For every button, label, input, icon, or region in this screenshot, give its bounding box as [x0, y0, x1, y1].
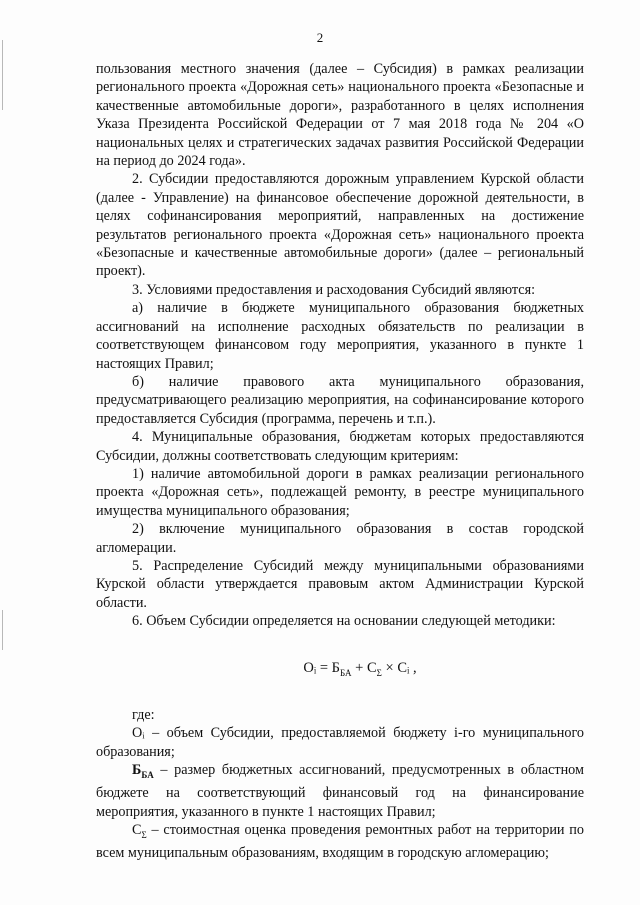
- paragraph-4-1: 1) наличие автомобильной дороги в рамках реализации регионального проекта «Дорожная сеть», подлежащей ремонту, в реестре муниципального имущества муниципального образования;: [96, 465, 584, 519]
- paragraph-5: 5. Распределение Субсидий между муниципальными образованиями Курской области утверждается правовым актом Администрации Курской области.: [96, 557, 584, 611]
- formula-subscript: БА: [339, 667, 352, 678]
- definition-symbol: Oᵢ: [132, 725, 145, 742]
- paragraph-4-2: 2) включение муниципального образования в состав городской агломерации.: [96, 521, 584, 556]
- definition-oi: [96, 724, 584, 761]
- formula-part: + C: [351, 659, 377, 676]
- subsidy-formula: [96, 659, 584, 682]
- document-body: [96, 60, 584, 863]
- definition-text: – стоимостная оценка проведения ремонтных работ на территории по всем муниципальным образованиям, входящим в городскую агломерацию;: [96, 822, 584, 862]
- formula-part: Oᵢ = Б: [303, 659, 340, 676]
- definition-subscript: БА: [141, 769, 154, 780]
- scan-edge-line: [2, 610, 3, 650]
- paragraph-3b: б) наличие правового акта муниципального образования, предусматривающего реализацию мероприятия, на софинансирование которого предоставляется Субсидия (программа, перечень и т.п.).: [96, 373, 584, 427]
- formula-part: × Cᵢ ,: [381, 659, 417, 676]
- paragraph-3a: а) наличие в бюджете муниципального образования бюджетных ассигнований на исполнение расходных обязательств по реализации в соответствующем финансовом году мероприятия, указанного в пункте 1 настоящих Правил;: [96, 300, 584, 372]
- paragraph: пользования местного значения (далее – Субсидия) в рамках реализации регионального проекта «Дорожная сеть» национального проекта «Безопасные и качественные автомобильные дороги», разработанного в целях исполнения Указа Президента Российской Федерации от 7 мая 2018 года № 204 «О национальных целях и стратегических задачах развития Российской Федерации на период до 2024 года».: [96, 61, 584, 170]
- page-number: 2: [316, 30, 324, 45]
- paragraph-3: 3. Условиями предоставления и расходования Субсидий являются:: [132, 281, 536, 298]
- paragraph-6: 6. Объем Субсидии определяется на основании следующей методики:: [132, 613, 556, 630]
- definition-text: – объем Субсидии, предоставляемой бюджету i-го муниципального образования;: [96, 725, 584, 760]
- definition-csum: [96, 821, 584, 863]
- scan-edge-line: [2, 40, 3, 110]
- paragraph-4: 4. Муниципальные образования, бюджетам которых предоставляются Субсидии, должны соответствовать следующим критериям:: [96, 429, 584, 464]
- formula-subscript: Σ: [376, 667, 382, 678]
- definition-bba: [96, 761, 584, 821]
- paragraph-2: 2. Субсидии предоставляются дорожным управлением Курской области (далее - Управление) на финансовое обеспечение дорожной деятельности, в целях софинансирования мероприятий, направленных на достижение результатов регионального проекта «Дорожная сеть» национального проекта «Безопасные и качественные автомобильные дороги» (далее – региональный проект).: [96, 171, 584, 280]
- definition-text: – размер бюджетных ассигнований, предусмотренных в областном бюджете на соответствующий финансовый год на финансирование мероприятия, указанного в пункте 1 настоящих Правил;: [96, 762, 584, 820]
- definition-symbol: C: [132, 822, 142, 839]
- definition-symbol: Б: [132, 762, 142, 779]
- definition-subscript: Σ: [141, 829, 147, 840]
- where-label: где:: [132, 706, 155, 723]
